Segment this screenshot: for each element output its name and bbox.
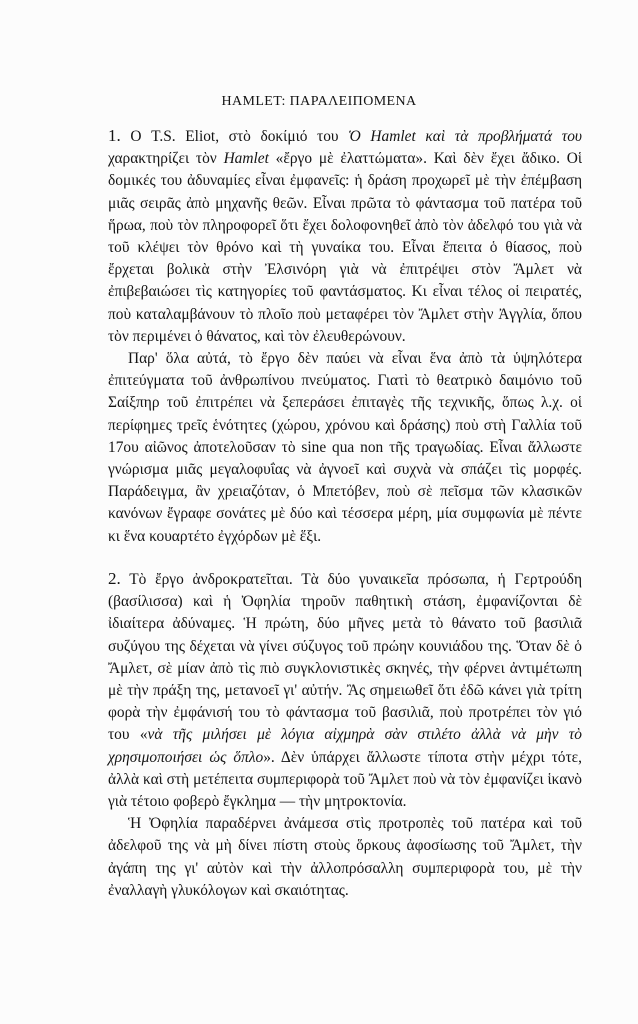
section-1 <box>108 125 582 548</box>
text-run: «ἔργο μὲ ἐλαττώματα». Καὶ δὲν ἔχει ἄδικο. Οἱ δομικές του ἀδυναμίες εἶναι ἐμφανεῖς: ἡ δράση προχωρεῖ μὲ τὴν ἐπέμβαση μιᾶς σειρᾶς ἀπὸ μηχανῆς θεῶν. Εἶναι πρῶτα τὸ φάντασμα τοῦ πατέρα τοῦ ἥρωα, ποὺ τὸν πληροφορεῖ ὅτι ἔχει δολοφονηθεῖ ἀπὸ τὸν ἀδελφό του γιὰ νὰ τοῦ κλέψει τὸν θρόνο καὶ τὴ γυναίκα του. Εἶναι ἔπειτα ὁ θίασος, ποὺ ἔρχεται βολικὰ στὴν Ἐλσινόρη γιὰ νὰ ἐπιτρέψει στὸν Ἄμλετ νὰ ἐπιβεβαιώσει τὶς κατηγορίες τοῦ φαντάσματος. Κι εἶναι τέλος οἱ πειρατές, ποὺ καταλαμβάνουν τὸ πλοῖο ποὺ μεταφέρει τὸν Ἄμλετ στὴν Ἀγγλία, ὅπου τὸν περιμένει ὁ θάνατος, καὶ τὸν ἐλευθερώνουν. <box>108 150 583 345</box>
quotation: νὰ τῆς μιλήσει μὲ λόγια αἰχμηρὰ σὰν στιλέτο ἀλλὰ νὰ μὴν τὸ χρησιμοποιήσει ὡς ὅπλο <box>108 726 582 766</box>
section-1-paragraph-2: Παρ' ὅλα αὐτά, τὸ ἔργο δὲν παύει νὰ εἶναι ἕνα ἀπὸ τὰ ὑψηλότερα ἐπιτεύγματα τοῦ ἀνθρωπίνου πνεύματος. Γιατὶ τὸ θεατρικὸ δαιμόνιο τοῦ Σαίξπηρ τοῦ ἐπιτρέπει νὰ ξεπεράσει ἐπιταγὲς τῆς τεχνικῆς, ὅπως λ.χ. οἱ περίφημες τρεῖς ἑνότητες (χώρου, χρόνου καὶ δράσης) ποὺ στὴ Γαλλία τοῦ 17ου αἰῶνος ἀποτελοῦσαν τὸ sine qua non τῆς τραγωδίας. Εἶναι ἄλλωστε γνώρισμα μιᾶς μεγαλοφυΐας νὰ ἀγνοεῖ καὶ συχνὰ νὰ σπάζει τὶς μορφές. Παράδειγμα, ἂν χρειαζόταν, ὁ Μπετόβεν, ποὺ σὲ πεῖσμα τῶν κλασικῶν κανόνων ἔγραφε σονάτες μὲ δύο καὶ τέσσερα μέρη, μία συμφωνία μὲ πέντε κι ἕνα κουαρτέτο ἐγχόρδων μὲ ἕξι. <box>108 350 582 545</box>
section-2-paragraph-1 <box>108 568 582 813</box>
section-2-paragraph-2: Ἡ Ὀφηλία παραδέρνει ἀνάμεσα στὶς προτροπὲς τοῦ πατέρα καὶ τοῦ ἀδελφοῦ της νὰ μὴ δίνει πίστη στοὺς ὅρκους ἀφοσίωσης τοῦ Ἄμλετ, τὴν ἀγάπη της γι' αὐτὸν καὶ τὴν ἀλλοπρόσαλλη συμπεριφορὰ του, μὲ τὴν ἐναλλαγὴ γλυκόλογων καὶ σκαιότητας. <box>108 815 582 899</box>
running-head: HAMLET: ΠΑΡΑΛΕΙΠΟΜΕΝΑ <box>221 94 417 109</box>
section-2 <box>108 568 582 902</box>
text-run: Ο T.S. Eliot, στὸ δοκίμιό του <box>120 128 349 145</box>
work-title: Hamlet <box>223 150 269 168</box>
section-1-paragraph-1 <box>108 125 582 348</box>
text-run: ». Δὲν ὑπάρχει ἄλλωστε τίποτα στὴν μέχρι τότε, ἀλλὰ καὶ στὴ μετέπειτα συμπεριφορὰ τοῦ Ἄμλετ ποὺ νὰ τὸν ἐμφανίζει ἱκανὸ γιὰ τέτοιο φοβερὸ ἔγκλημα — τὴν μητροκτονία. <box>108 748 582 811</box>
text-run: χαρακτηρίζει τὸν <box>108 150 224 168</box>
section-number: 2. <box>108 569 121 588</box>
text-run: Τὸ ἔργο ἀνδροκρατεῖται. Τὰ δύο γυναικεῖα πρόσωπα, ἡ Γερτρούδη (βασίλισσα) καὶ ἡ Ὀφηλία τηροῦν παθητικὴ στάση, ἐμφανίζονται δὲ ἰδιαίτερα ἀδύναμες. Ἡ πρώτη, δύο μῆνες μετὰ τὸ θάνατο τοῦ βασιλιᾶ συζύγου της δέχεται νὰ γίνει σύζυγος τοῦ πρώην κουνιάδου της. Ὅταν δὲ ὁ Ἄμλετ, σὲ μίαν ἀπὸ τὶς πιὸ συγκλονιστικὲς σκηνές, τὴν φέρνει ἀντιμέτωπη μὲ τὴν πράξη της, μετανοεῖ γι' αὐτήν. Ἂς σημειωθεῖ ὅτι ἐδῶ κάνει γιὰ τρίτη φορὰ τὴν ἐμφάνισή του τὸ φάντασμα τοῦ βασιλιᾶ, ποὺ προτρέπει τὸν γιό του « <box>108 571 582 744</box>
essay-title: Ὁ Hamlet καὶ τὰ προβλήματά του <box>348 128 582 145</box>
section-number: 1. <box>108 126 121 145</box>
